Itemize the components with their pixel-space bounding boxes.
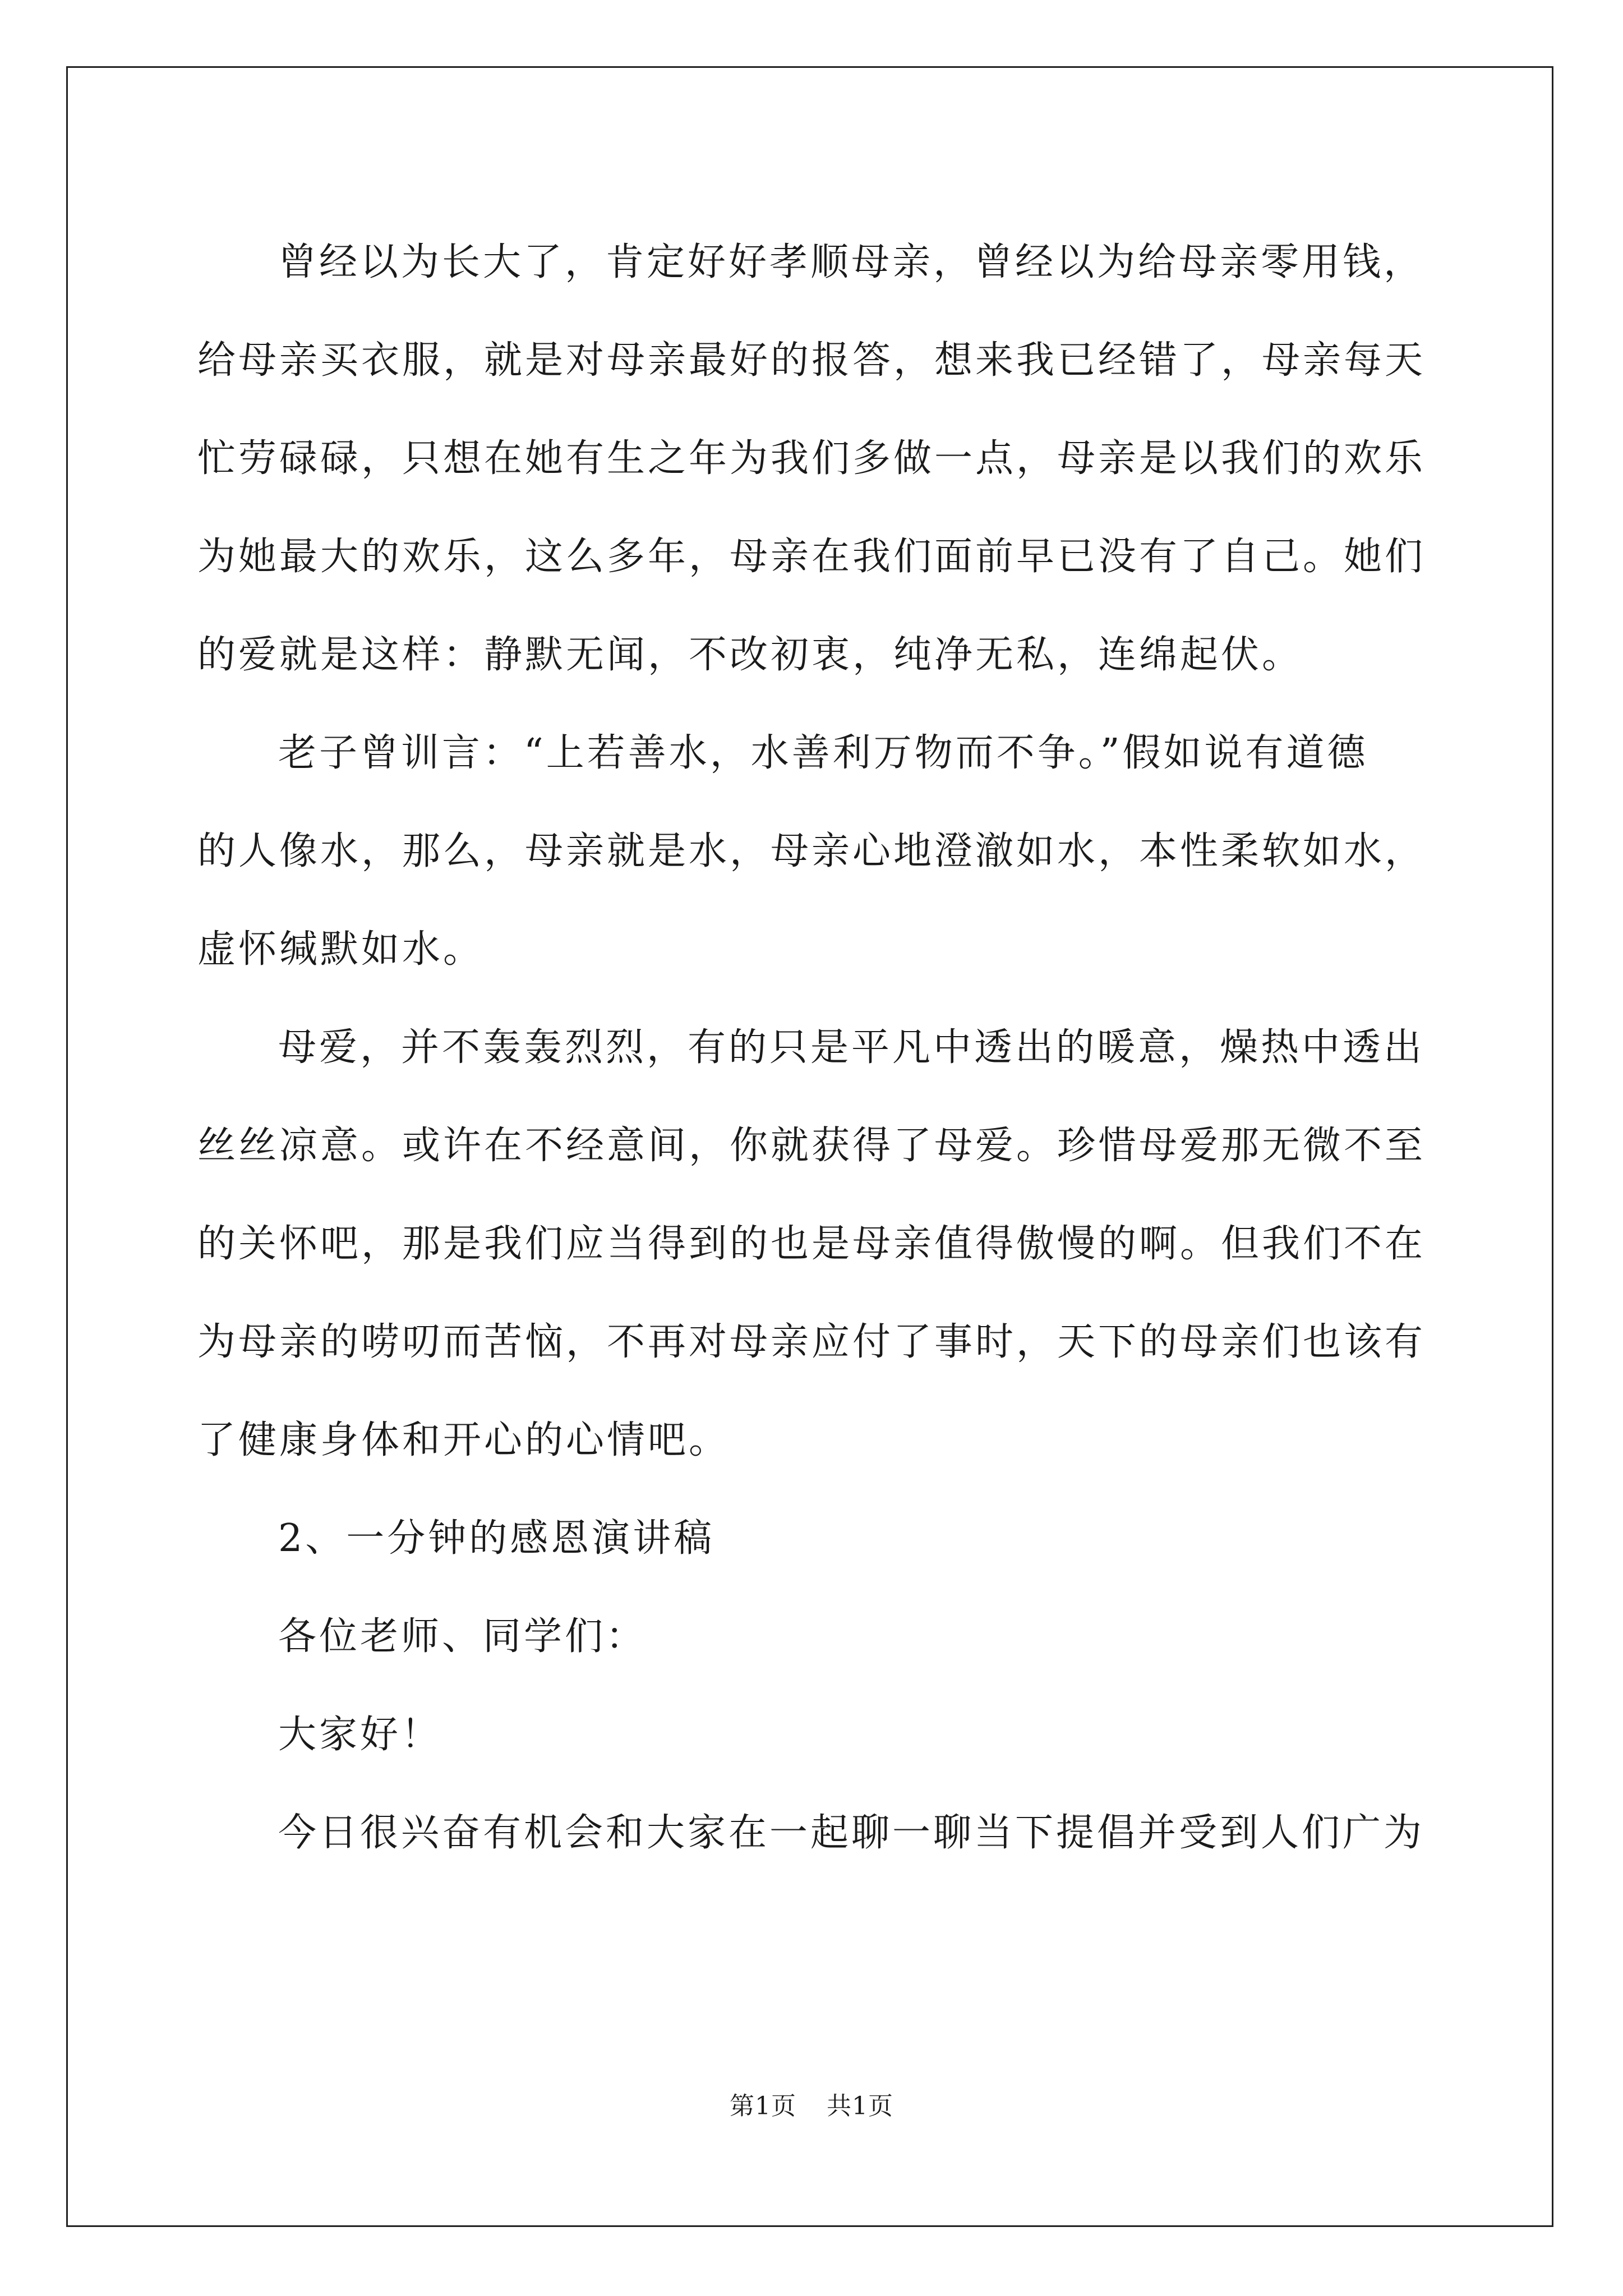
page-total: 共1页 bbox=[827, 2092, 893, 2120]
text-line: 虚怀缄默如水。 bbox=[197, 927, 485, 972]
text-line: 曾经以为长大了，肯定好好孝顺母亲，曾经以为给母亲零用钱， bbox=[278, 240, 1425, 284]
text-line: 给母亲买衣服，就是对母亲最好的报答，想来我已经错了，母亲每天 bbox=[197, 338, 1426, 383]
text-line: 丝丝凉意。或许在不经意间，你就获得了母爱。珍惜母爱那无微不至 bbox=[197, 1124, 1426, 1168]
text-line: 的爱就是这样：静默无闻，不改初衷，纯净无私，连绵起伏。 bbox=[197, 633, 1303, 677]
page-number: 第1页 bbox=[730, 2092, 796, 2120]
text-line: 了健康身体和开心的心情吧。 bbox=[197, 1418, 730, 1462]
text-line: 的关怀吧，那是我们应当得到的也是母亲值得傲慢的啊。但我们不在 bbox=[197, 1222, 1426, 1266]
page-footer bbox=[0, 2086, 1623, 2122]
text-line: 各位老师、同学们： bbox=[278, 1614, 647, 1659]
text-line: 为母亲的唠叨而苦恼，不再对母亲应付了事时，天下的母亲们也该有 bbox=[197, 1320, 1426, 1364]
text-line: 的人像水，那么，母亲就是水，母亲心地澄澈如水，本性柔软如水， bbox=[197, 829, 1426, 873]
text-line: 忙劳碌碌，只想在她有生之年为我们多做一点，母亲是以我们的欢乐 bbox=[197, 436, 1426, 481]
text-line: 今日很兴奋有机会和大家在一起聊一聊当下提倡并受到人们广为 bbox=[278, 1811, 1425, 1855]
text-line: 母爱，并不轰轰烈烈，有的只是平凡中透出的暖意，燥热中透出 bbox=[278, 1025, 1425, 1070]
text-line: 2、一分钟的感恩演讲稿 bbox=[278, 1516, 715, 1561]
text-line: 老子曾训言：“上若善水，水善利万物而不争。”假如说有道德 bbox=[278, 731, 1368, 775]
text-line: 为她最大的欢乐，这么多年，母亲在我们面前早已没有了自己。她们 bbox=[197, 535, 1426, 579]
document-body bbox=[197, 213, 1426, 1882]
text-line: 大家好！ bbox=[278, 1713, 442, 1757]
